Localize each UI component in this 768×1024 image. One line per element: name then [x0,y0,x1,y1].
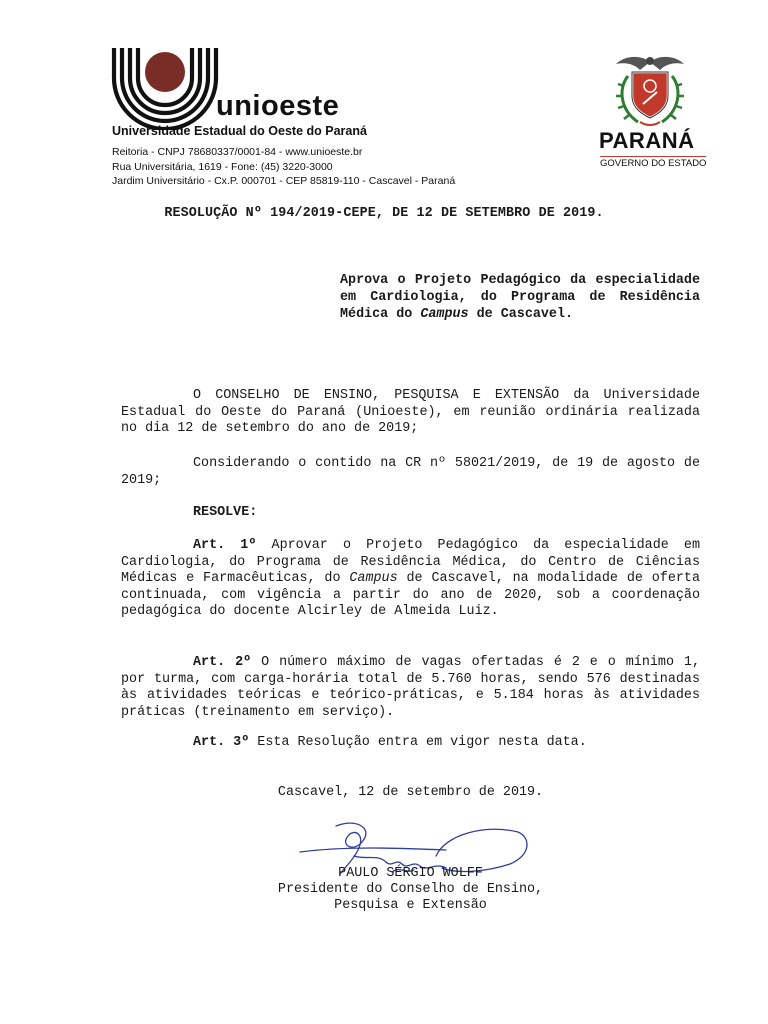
article-1-text-b: de Cascavel, na modalidade de oferta continuada, com vigência a partir do ano de 2020, sob a coordenação pedagógica do docente Alcirley de Almeida Luiz. [121,571,701,620]
article-1 [121,538,700,621]
article-3-label: Art. 3º [193,735,250,750]
place-date: Cascavel, 12 de setembro de 2019. [277,785,544,800]
preamble: O CONSELHO DE ENSINO, PESQUISA E EXTENSÃO da Universidade Estadual do Oeste do Paraná (Unioeste), em reunião ordinária realizada no dia 12 de setembro do ano de 2019; [121,388,700,437]
signer-name: PAULO SÉRGIO WOLFF [338,866,483,881]
article-1-text-a: Aprovar o Projeto Pedagógico da especialidade em Cardiologia, do Programa de Residência Médica, do Centro de Ciências Médicas e Farmacêuticas, do [121,538,700,587]
unioeste-logo [110,48,220,130]
article-3 [121,735,700,752]
unioeste-name: unioeste [216,90,340,122]
article-3-text: Esta Resolução entra em vigor nesta data. [249,735,587,750]
address-line-1: Reitoria - CNPJ 78680337/0001-84 - www.unioeste.br [112,146,363,158]
ementa-text-1: Aprova o Projeto Pedagógico da especialidade em Cardiologia, do Programa de Residência Médica do [340,273,700,322]
unioeste-full-name: Universidade Estadual do Oeste do Paraná [112,124,367,138]
parana-crest-icon [610,52,690,128]
unioeste-logo-dot [145,52,185,92]
signer-role-2: Pesquisa e Extensão [334,898,487,913]
parana-name: PARANÁ [599,128,695,153]
article-2-text: O número máximo de vagas ofertadas é 2 e o mínimo 1, por turma, com carga-horária total de 5.760 horas, sendo 576 destinadas às atividades teóricas e teórico-práticas, e 5.184 horas às atividades práticas (treinamento em serviço). [121,655,700,720]
article-1-campus: Campus [349,571,398,587]
ementa-campus: Campus [420,307,469,322]
article-2-label: Art. 2º [193,655,252,670]
considerando: Considerando o contido na CR nº 58021/2019, de 19 de agosto de 2019; [121,456,700,488]
ementa-text-2: de Cascavel. [468,307,574,322]
parana-subtitle: GOVERNO DO ESTADO [600,158,707,169]
article-1-label: Art. 1º [193,538,257,553]
signer-role-1: Presidente do Conselho de Ensino, [277,882,544,897]
resolve-heading: RESOLVE: [193,505,258,520]
document-title: RESOLUÇÃO Nº 194/2019-CEPE, DE 12 DE SETEMBRO DE 2019. [164,206,604,221]
article-2 [121,655,700,721]
ementa [340,272,700,323]
address-line-2: Rua Universitária, 1619 - Fone: (45) 3220-3000 [112,161,333,173]
address-line-3: Jardim Universitário - Cx.P. 000701 - CEP 85819-110 - Cascavel - Paraná [112,175,456,187]
